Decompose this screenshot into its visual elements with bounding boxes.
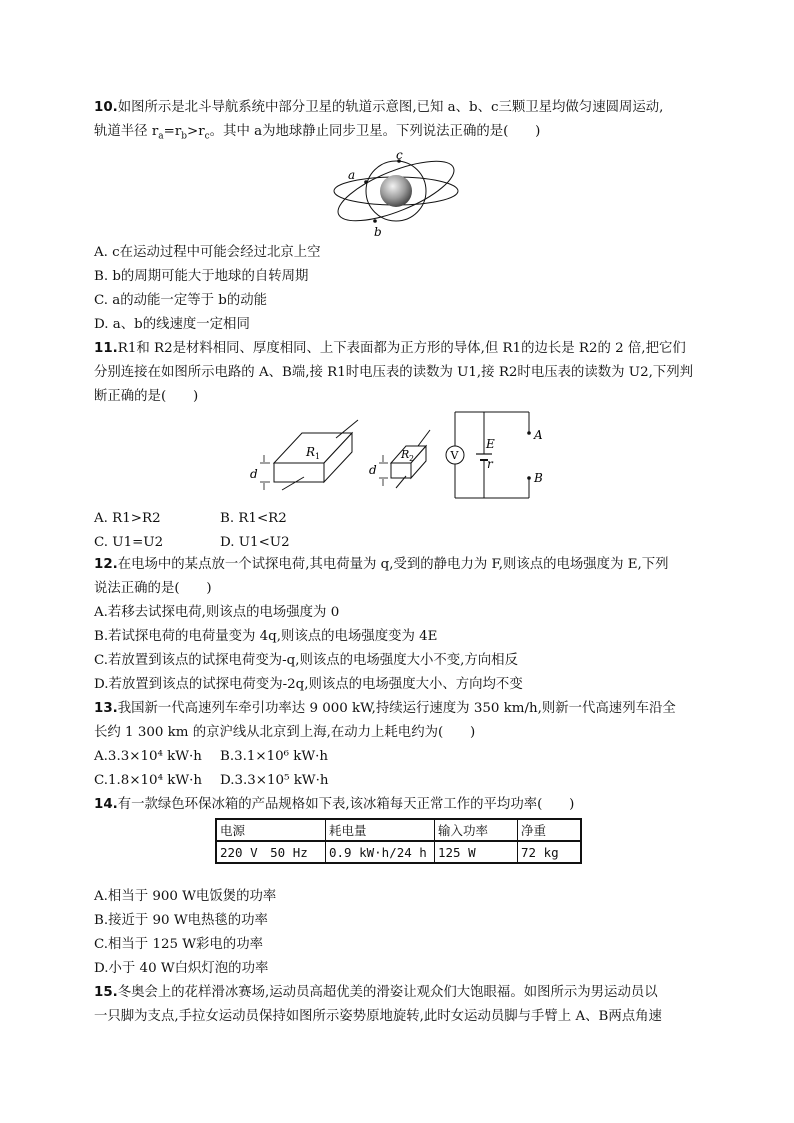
svg-text:1: 1 [315, 452, 321, 461]
svg-text:B: B [534, 471, 543, 485]
spec-table [215, 818, 582, 864]
table-header-cell: 净重 [518, 819, 582, 841]
q11-option-d: D. U1<U2 [220, 535, 290, 550]
table-cell: 72 kg [518, 841, 582, 863]
q12-option-a: A.若移去试探电荷,则该点的电场强度为 0 [94, 605, 340, 620]
q13-option-a: A.3.3×10⁴ kW·h [94, 749, 202, 764]
q13-number: 13. [94, 701, 118, 716]
q11-number: 11. [94, 341, 118, 356]
q10-number: 10. [94, 100, 118, 115]
thickness-marker-r1 [250, 455, 270, 490]
svg-text:R: R [306, 445, 316, 459]
svg-text:R: R [401, 448, 410, 461]
terminal-b [527, 476, 531, 480]
earth [380, 175, 412, 207]
svg-text:d: d [369, 463, 377, 477]
svg-text:A: A [534, 428, 543, 442]
conductor-r2 [391, 430, 430, 488]
q10-option-b: B. b的周期可能大于地球的自转周期 [94, 269, 309, 284]
q12-option-b: B.若试探电荷的电荷量变为 4q,则该点的电场强度变为 4E [94, 629, 438, 644]
resistor-circuit-figure [246, 408, 556, 504]
table-header-cell: 耗电量 [326, 819, 435, 841]
q13-option-d: D.3.3×10⁵ kW·h [220, 773, 329, 788]
q14-number: 14. [94, 797, 118, 812]
q14-option-c: C.相当于 125 W彩电的功率 [94, 937, 263, 952]
q14-option-d: D.小于 40 W白炽灯泡的功率 [94, 961, 269, 976]
label-c: c [396, 148, 403, 162]
q10-line2: 轨道半径 $r_a=r_b>r_c$。其中 a为地球静止同步卫星。下列说法正确的是( ) [94, 124, 541, 142]
table-header-cell: 输入功率 [435, 819, 518, 841]
q15-line1: 15.冬奥会上的花样滑冰赛场,运动员高超优美的滑姿让观众们大饱眼福。如图所示为男运动员以 [94, 985, 658, 1000]
q10-option-d: D. a、b的线速度一定相同 [94, 317, 250, 332]
svg-text:d: d [250, 467, 258, 481]
table-cell: 125 W [435, 841, 518, 863]
q14-line1: 14.有一款绿色环保冰箱的产品规格如下表,该冰箱每天正常工作的平均功率( ) [94, 797, 575, 812]
thickness-marker-r2 [369, 455, 388, 486]
q14-option-b: B.接近于 90 W电热毯的功率 [94, 913, 268, 928]
q11-option-a: A. R1>R2 [94, 511, 161, 526]
q11-line1: 11.R1和 R2是材料相同、厚度相同、上下表面都为正方形的导体,但 R1的边长是 R2的 2 倍,把它们 [94, 341, 686, 356]
q12-option-d: D.若放置到该点的试探电荷变为-2q,则该点的电场强度大小、方向均不变 [94, 677, 523, 692]
q11-option-c: C. U1=U2 [94, 535, 164, 550]
satellite-a [364, 180, 368, 184]
table-cell: 220 V 50 Hz [216, 841, 326, 863]
table-header-row [216, 819, 581, 841]
terminal-a [527, 431, 531, 435]
q15-number: 15. [94, 985, 118, 1000]
svg-text:r: r [487, 457, 493, 471]
q14-option-a: A.相当于 900 W电饭煲的功率 [94, 889, 277, 904]
q12-line2: 说法正确的是( ) [94, 581, 212, 596]
table-header-cell: 电源 [216, 819, 326, 841]
table-row [216, 841, 581, 863]
label-b: b [374, 225, 382, 239]
svg-text:E: E [486, 437, 495, 451]
satellite-b [373, 219, 377, 223]
q12-number: 12. [94, 557, 118, 572]
q11-line3: 断正确的是( ) [94, 389, 199, 404]
svg-text:2: 2 [409, 454, 415, 463]
q12-option-c: C.若放置到该点的试探电荷变为-q,则该点的电场强度大小不变,方向相反 [94, 653, 518, 668]
q10-line1: 10.如图所示是北斗导航系统中部分卫星的轨道示意图,已知 a、b、c三颗卫星均做匀速圆周运动, [94, 100, 664, 115]
svg-text:V: V [450, 449, 459, 462]
q10-option-a: A. c在运动过程中可能会经过北京上空 [94, 245, 321, 260]
q12-line1: 12.在电场中的某点放一个试探电荷,其电荷量为 q,受到的静电力为 F,则该点的电场强度为 E,下列 [94, 557, 669, 572]
q11-line2: 分别连接在如图所示电路的 A、B端,接 R1时电压表的读数为 U1,接 R2时电压表的读数为 U2,下列判 [94, 365, 694, 380]
satellite-orbit-figure [330, 146, 460, 240]
table-cell: 0.9 kW·h/24 h [326, 841, 435, 863]
q11-option-b: B. R1<R2 [220, 511, 287, 526]
q13-option-b: B.3.1×10⁶ kW·h [220, 749, 329, 764]
q13-option-c: C.1.8×10⁴ kW·h [94, 773, 202, 788]
q13-line2: 长约 1 300 km 的京沪线从北京到上海,在动力上耗电约为( ) [94, 725, 476, 740]
circuit [446, 412, 543, 498]
label-a: a [348, 168, 356, 182]
q10-option-c: C. a的动能一定等于 b的动能 [94, 293, 267, 308]
conductor-r1 [274, 420, 358, 490]
q13-line1: 13.我国新一代高速列车牵引功率达 9 000 kW,持续运行速度为 350 km/h,则新一代高速列车沿全 [94, 701, 676, 716]
q15-line2: 一只脚为支点,手拉女运动员保持如图所示姿势原地旋转,此时女运动员脚与手臂上 A、B两点角速 [94, 1009, 662, 1024]
